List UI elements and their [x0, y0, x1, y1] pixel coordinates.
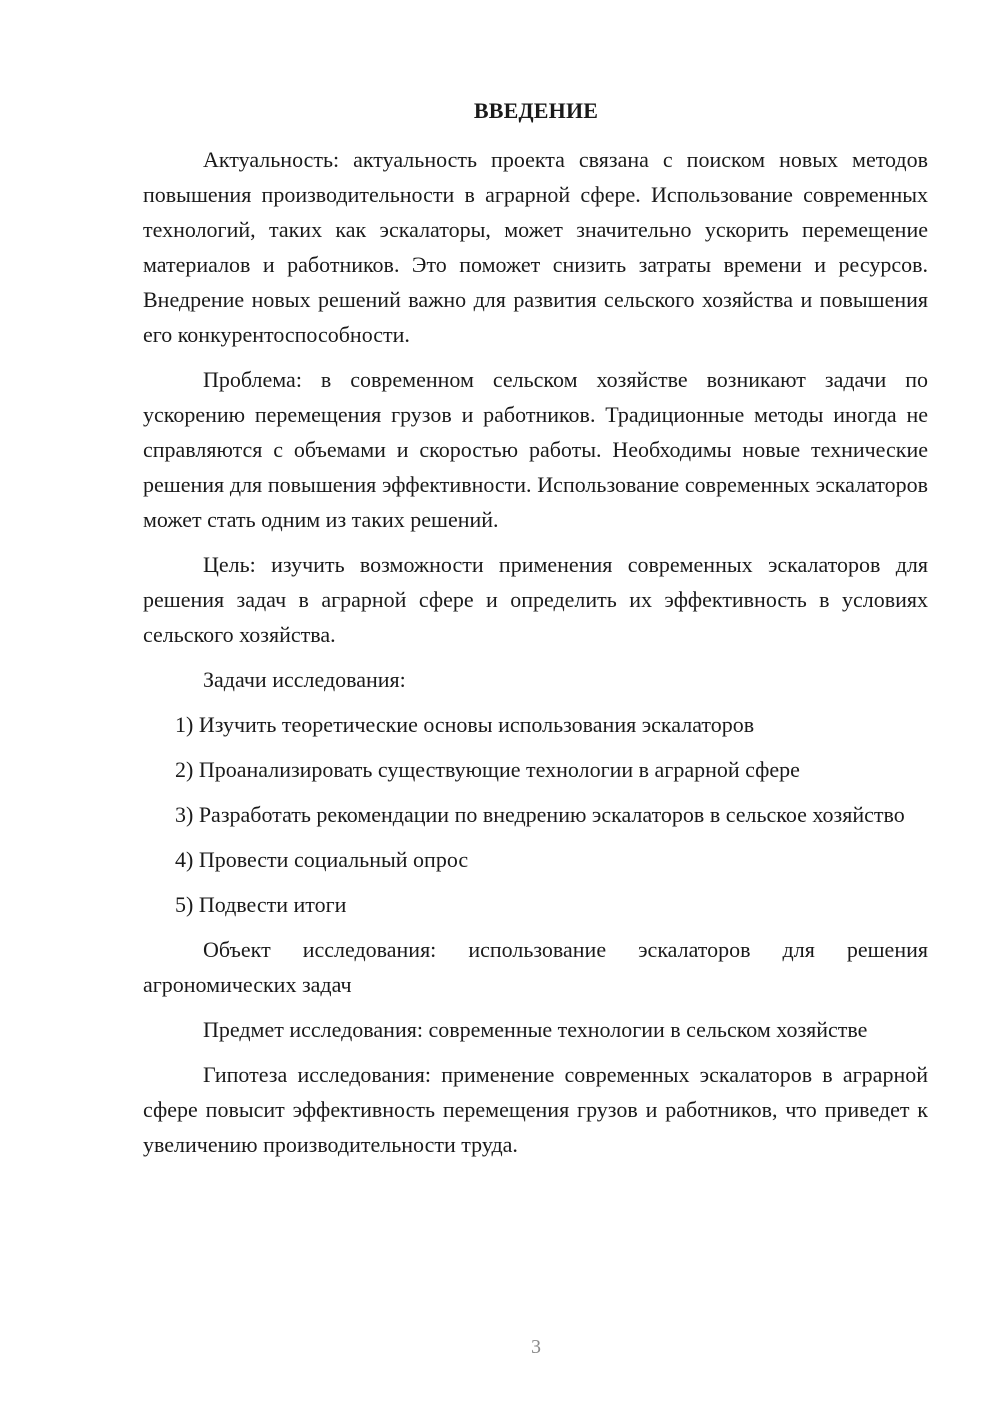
document-body [143, 142, 928, 1172]
paragraph-problem: Проблема: в современном сельском хозяйстве возникают задачи по ускорению перемещения грузов и работников. Традиционные методы иногда не справляются с объемами и скоростью работы. Необходимы новые технические решения для повышения эффективности. Использование современных эскалаторов может стать одним из таких решений. [143, 367, 928, 532]
paragraph-relevance: Актуальность: актуальность проекта связана с поиском новых методов повышения производительности в аграрной сфере. Использование современных технологий, таких как эскалаторы, может значительно ускорить перемещение материалов и работников. Это поможет снизить затраты времени и ресурсов. Внедрение новых решений важно для развития сельского хозяйства и повышения его конкурентоспособности. [143, 147, 928, 347]
tasks-title: Задачи исследования: [203, 667, 406, 692]
page-number: 3 [531, 1336, 541, 1358]
task-item-1: 1) Изучить теоретические основы использования эскалаторов [175, 712, 755, 737]
task-item-3: 3) Разработать рекомендации по внедрению эскалаторов в сельское хозяйство [175, 802, 905, 827]
paragraph-subject: Предмет исследования: современные технологии в сельском хозяйстве [203, 1017, 868, 1042]
paragraph-goal: Цель: изучить возможности применения современных эскалаторов для решения задач в аграрной сфере и определить их эффективность в условиях сельского хозяйства. [143, 552, 928, 647]
task-item-2: 2) Проанализировать существующие технологии в аграрной сфере [175, 757, 800, 782]
task-item-5: 5) Подвести итоги [175, 892, 347, 917]
paragraph-object: Объект исследования: использование эскалаторов для решения агрономических задач [143, 937, 928, 997]
document-heading: ВВЕДЕНИЕ [473, 98, 599, 123]
paragraph-hypothesis: Гипотеза исследования: применение современных эскалаторов в аграрной сфере повысит эффективность перемещения грузов и работников, что приведет к увеличению производительности труда. [143, 1062, 928, 1157]
task-item-4: 4) Провести социальный опрос [175, 847, 469, 872]
